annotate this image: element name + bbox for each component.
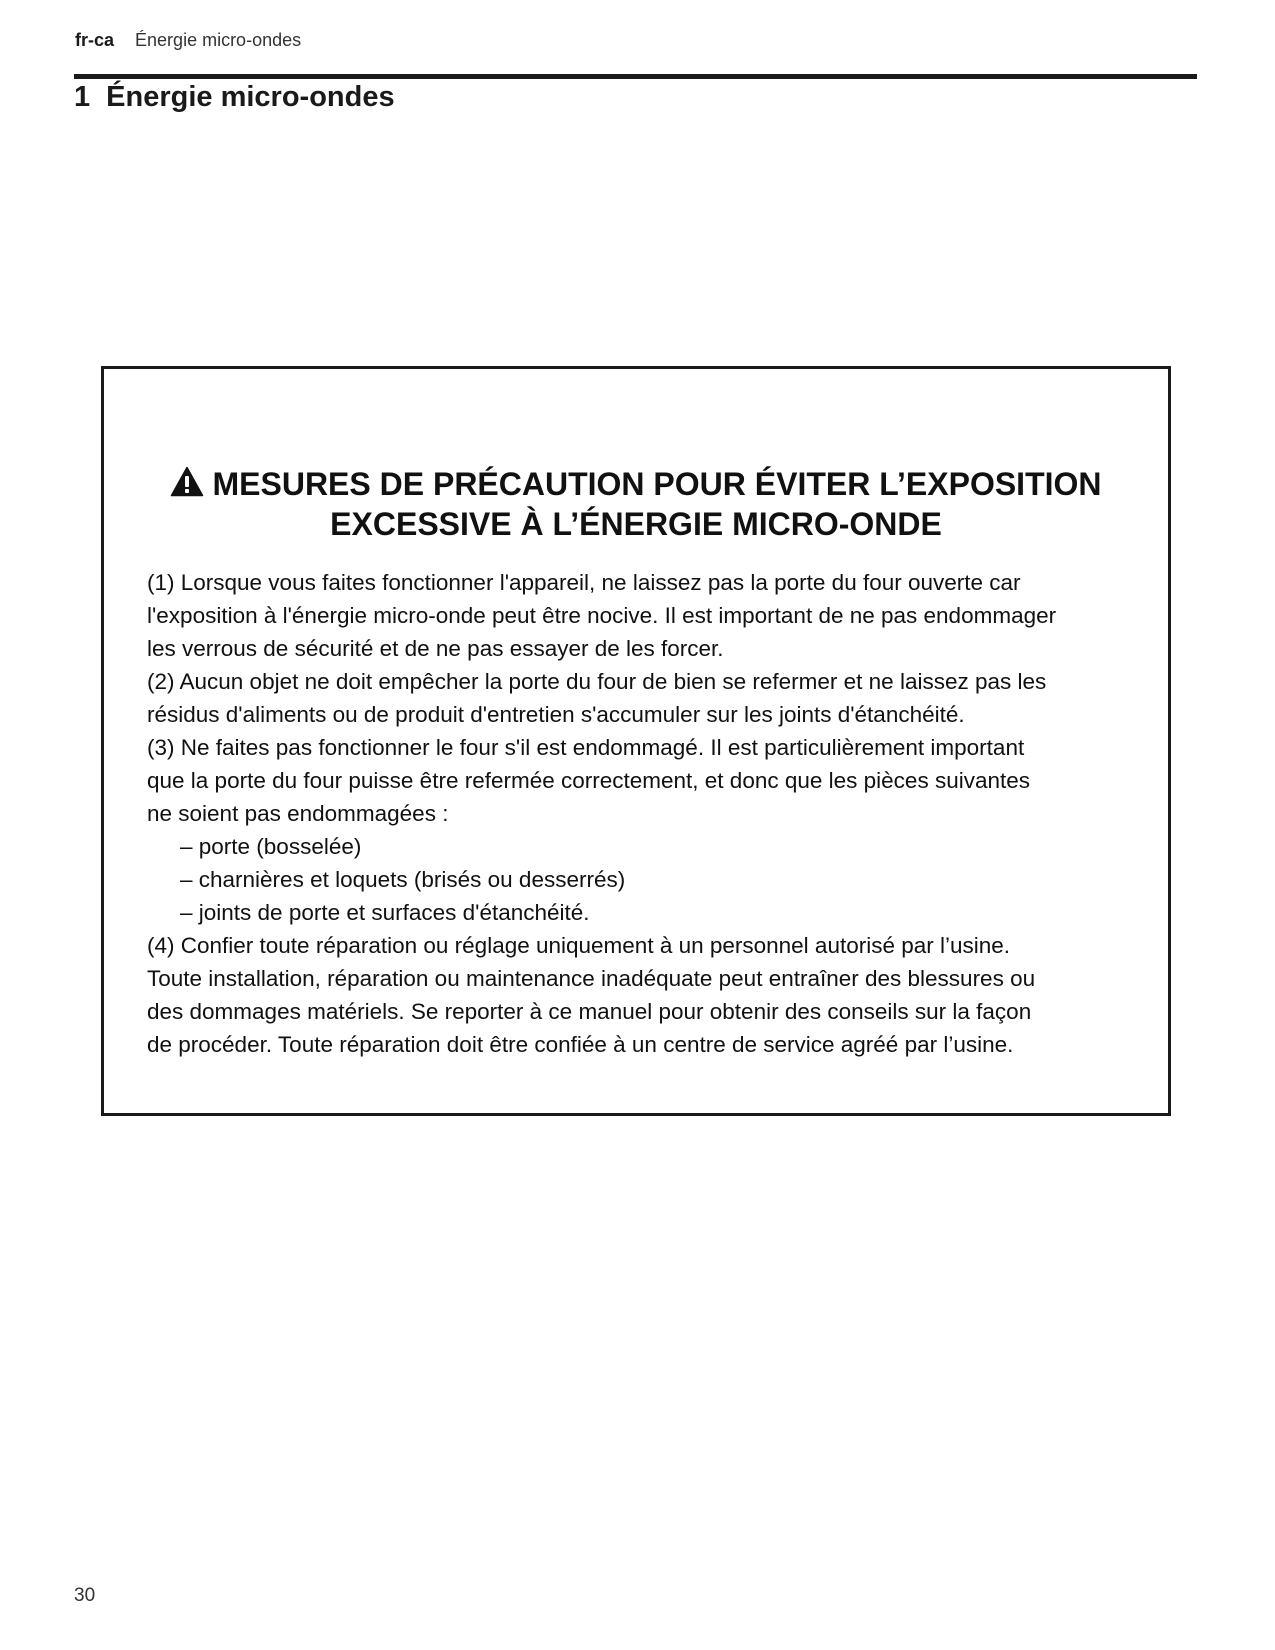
warning-box [101, 366, 1171, 1116]
body-line: que la porte du four puisse être refermée correctement, et donc que les pièces suivantes [147, 768, 1030, 793]
chapter-title [74, 79, 395, 115]
body-line: les verrous de sécurité et de ne pas essayer de les forcer. [147, 636, 724, 661]
chapter-title-text: Énergie micro-ondes [106, 81, 395, 113]
warning-body [147, 566, 1157, 1061]
list-item: – porte (bosselée) [180, 834, 362, 859]
running-header-section: Énergie micro-ondes [135, 30, 302, 50]
body-line: des dommages matériels. Se reporter à ce manuel pour obtenir des conseils sur la façon [147, 999, 1032, 1024]
body-line: l'exposition à l'énergie micro-onde peut être nocive. Il est important de ne pas endommager [147, 603, 1057, 628]
list-item: – charnières et loquets (brisés ou desserrés) [180, 867, 626, 892]
warning-title-text-1: MESURES DE PRÉCAUTION POUR ÉVITER L’EXPOSITION [212, 466, 1102, 502]
body-line: Toute installation, réparation ou maintenance inadéquate peut entraîner des blessures ou [147, 966, 1036, 991]
body-line: (3) Ne faites pas fonctionner le four s'il est endommagé. Il est particulièrement important [147, 735, 1025, 760]
damaged-parts-list [147, 830, 1157, 929]
language-code: fr-ca [75, 30, 115, 50]
warning-triangle-icon [170, 466, 204, 497]
body-line: (1) Lorsque vous faites fonctionner l'appareil, ne laissez pas la porte du four ouverte car [147, 570, 1021, 595]
body-line: de procéder. Toute réparation doit être confiée à un centre de service agréé par l’usine. [147, 1032, 1014, 1057]
warning-title [104, 464, 1168, 544]
warning-title-line-1 [104, 464, 1168, 504]
body-line: résidus d'aliments ou de produit d'entretien s'accumuler sur les joints d'étanchéité. [147, 702, 965, 727]
page-number: 30 [74, 1585, 96, 1606]
running-header [75, 29, 301, 51]
body-line: (2) Aucun objet ne doit empêcher la porte du four de bien se refermer et ne laissez pas les [147, 669, 1047, 694]
list-item: – joints de porte et surfaces d'étanchéité. [180, 900, 590, 925]
warning-title-line-2: EXCESSIVE À L’ÉNERGIE MICRO-ONDE [330, 506, 942, 542]
body-line: (4) Confier toute réparation ou réglage uniquement à un personnel autorisé par l’usine. [147, 933, 1011, 958]
chapter-number: 1 [74, 81, 91, 113]
body-line: ne soient pas endommagées : [147, 801, 449, 826]
